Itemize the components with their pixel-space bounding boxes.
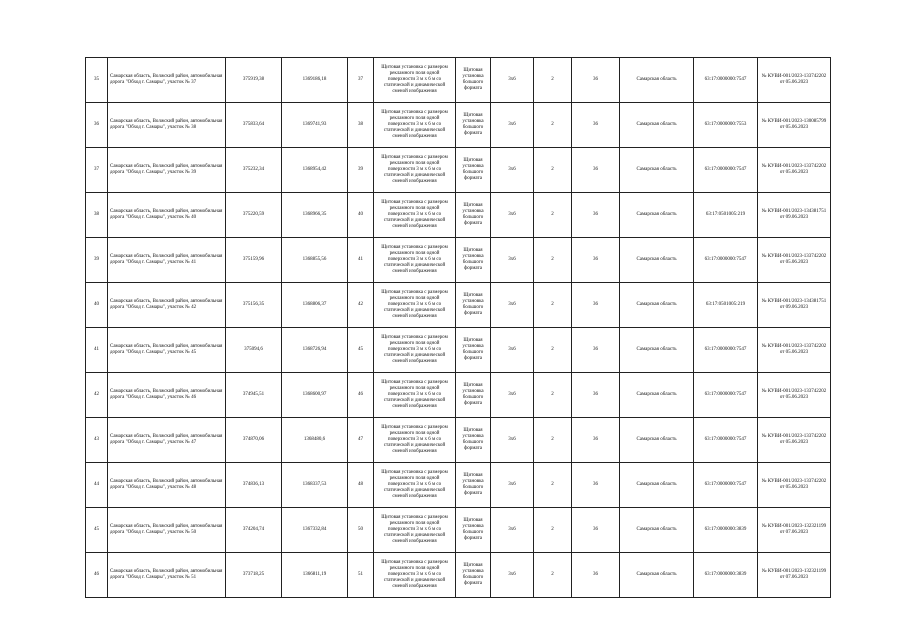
registry-record: № КУВИ-001/2023-133742202 от 05.06.2023 bbox=[758, 148, 831, 193]
description-cell: Щитовая установка с размером рекламного поля одной поверхности 3 м х 6 м со статической и динамической сменой изображения bbox=[374, 103, 456, 148]
owner-cell: Самарская область bbox=[620, 373, 694, 418]
sides-count: 2 bbox=[534, 193, 572, 238]
structure-type: Щитовая установка большого формата bbox=[456, 553, 491, 598]
cadastral-number: 63:17:0000000:7547 bbox=[694, 463, 758, 508]
sides-count: 2 bbox=[534, 553, 572, 598]
field-size: 3х6 bbox=[491, 58, 534, 103]
registry-record: № КУВИ-001/2023-133742202 от 05.06.2023 bbox=[758, 418, 831, 463]
y-coordinate: 1369741,93 bbox=[282, 103, 348, 148]
description-cell: Щитовая установка с размером рекламного поля одной поверхности 3 м х 6 м со статической и динамической сменой изображения bbox=[374, 148, 456, 193]
cadastral-number: 63:17:0501005:219 bbox=[694, 283, 758, 328]
field-size: 3х6 bbox=[491, 553, 534, 598]
sides-count: 2 bbox=[534, 418, 572, 463]
registry-record: № КУВИ-001/2023-132321199 от 07.06.2023 bbox=[758, 508, 831, 553]
field-size: 3х6 bbox=[491, 418, 534, 463]
description-cell: Щитовая установка с размером рекламного поля одной поверхности 3 м х 6 м со статической и динамической сменой изображения bbox=[374, 463, 456, 508]
x-coordinate: 373718,25 bbox=[226, 553, 282, 598]
structure-type: Щитовая установка большого формата bbox=[456, 373, 491, 418]
sides-count: 2 bbox=[534, 463, 572, 508]
structure-type: Щитовая установка большого формата bbox=[456, 328, 491, 373]
area-cell: 36 bbox=[572, 193, 620, 238]
description-cell: Щитовая установка с размером рекламного поля одной поверхности 3 м х 6 м со статической и динамической сменой изображения bbox=[374, 553, 456, 598]
table-row bbox=[86, 193, 831, 238]
area-cell: 36 bbox=[572, 463, 620, 508]
field-size: 3х6 bbox=[491, 508, 534, 553]
field-size: 3х6 bbox=[491, 193, 534, 238]
field-size: 3х6 bbox=[491, 463, 534, 508]
location-number: 42 bbox=[348, 283, 374, 328]
sides-count: 2 bbox=[534, 58, 572, 103]
structure-type: Щитовая установка большого формата bbox=[456, 238, 491, 283]
x-coordinate: 375232,34 bbox=[226, 148, 282, 193]
location-number: 41 bbox=[348, 238, 374, 283]
cadastral-number: 63:17:0000000:7547 bbox=[694, 58, 758, 103]
table-row bbox=[86, 103, 831, 148]
y-coordinate: 1368600,97 bbox=[282, 373, 348, 418]
x-coordinate: 374870,06 bbox=[226, 418, 282, 463]
area-cell: 36 bbox=[572, 418, 620, 463]
x-coordinate: 374204,74 bbox=[226, 508, 282, 553]
field-size: 3х6 bbox=[491, 283, 534, 328]
table-row bbox=[86, 58, 831, 103]
area-cell: 36 bbox=[572, 58, 620, 103]
area-cell: 36 bbox=[572, 508, 620, 553]
description-cell: Щитовая установка с размером рекламного поля одной поверхности 3 м х 6 м со статической и динамической сменой изображения bbox=[374, 418, 456, 463]
sides-count: 2 bbox=[534, 103, 572, 148]
owner-cell: Самарская область bbox=[620, 418, 694, 463]
billboard-table bbox=[85, 57, 831, 598]
structure-type: Щитовая установка большого формата bbox=[456, 103, 491, 148]
structure-type: Щитовая установка большого формата bbox=[456, 148, 491, 193]
owner-cell: Самарская область bbox=[620, 508, 694, 553]
y-coordinate: 1368954,42 bbox=[282, 148, 348, 193]
location-number: 45 bbox=[348, 328, 374, 373]
row-number: 45 bbox=[86, 508, 108, 553]
owner-cell: Самарская область bbox=[620, 238, 694, 283]
cadastral-number: 63:17:0000000:7553 bbox=[694, 103, 758, 148]
y-coordinate: 1368480,6 bbox=[282, 418, 348, 463]
table-row bbox=[86, 238, 831, 283]
registry-record: № КУВИ-001/2023-134381751 от 09.06.2023 bbox=[758, 193, 831, 238]
address-cell: Самарская область, Волжский район, автомобильная дорога "Обход г. Самары", участок № 41 bbox=[108, 238, 226, 283]
cadastral-number: 63:17:0000000:7547 bbox=[694, 373, 758, 418]
row-number: 40 bbox=[86, 283, 108, 328]
x-coordinate: 375156,35 bbox=[226, 283, 282, 328]
description-cell: Щитовая установка с размером рекламного поля одной поверхности 3 м х 6 м со статической и динамической сменой изображения bbox=[374, 238, 456, 283]
cadastral-number: 63:17:0000000:7547 bbox=[694, 418, 758, 463]
description-cell: Щитовая установка с размером рекламного поля одной поверхности 3 м х 6 м со статической и динамической сменой изображения bbox=[374, 373, 456, 418]
address-cell: Самарская область, Волжский район, автомобильная дорога "Обход г. Самары", участок № 50 bbox=[108, 508, 226, 553]
address-cell: Самарская область, Волжский район, автомобильная дорога "Обход г. Самары", участок № 46 bbox=[108, 373, 226, 418]
table-row bbox=[86, 373, 831, 418]
structure-type: Щитовая установка большого формата bbox=[456, 418, 491, 463]
table-row bbox=[86, 283, 831, 328]
cadastral-number: 63:17:0000000:7547 bbox=[694, 148, 758, 193]
address-cell: Самарская область, Волжский район, автомобильная дорога "Обход г. Самары", участок № 51 bbox=[108, 553, 226, 598]
row-number: 42 bbox=[86, 373, 108, 418]
owner-cell: Самарская область bbox=[620, 58, 694, 103]
area-cell: 36 bbox=[572, 373, 620, 418]
table-row bbox=[86, 328, 831, 373]
location-number: 50 bbox=[348, 508, 374, 553]
y-coordinate: 1367332,84 bbox=[282, 508, 348, 553]
registry-record: № КУВИ-001/2023-133742202 от 05.06.2023 bbox=[758, 373, 831, 418]
cadastral-number: 63:17:0501005:219 bbox=[694, 193, 758, 238]
address-cell: Самарская область, Волжский район, автомобильная дорога "Обход г. Самары", участок № 39 bbox=[108, 148, 226, 193]
field-size: 3х6 bbox=[491, 148, 534, 193]
y-coordinate: 1366811,19 bbox=[282, 553, 348, 598]
address-cell: Самарская область, Волжский район, автомобильная дорога "Обход г. Самары", участок № 47 bbox=[108, 418, 226, 463]
row-number: 38 bbox=[86, 193, 108, 238]
table-row bbox=[86, 418, 831, 463]
address-cell: Самарская область, Волжский район, автомобильная дорога "Обход г. Самары", участок № 48 bbox=[108, 463, 226, 508]
row-number: 37 bbox=[86, 148, 108, 193]
owner-cell: Самарская область bbox=[620, 193, 694, 238]
x-coordinate: 375220,59 bbox=[226, 193, 282, 238]
sides-count: 2 bbox=[534, 508, 572, 553]
cadastral-number: 63:17:0000000:3839 bbox=[694, 508, 758, 553]
field-size: 3х6 bbox=[491, 328, 534, 373]
y-coordinate: 1368337,53 bbox=[282, 463, 348, 508]
cadastral-number: 63:17:0000000:3839 bbox=[694, 553, 758, 598]
owner-cell: Самарская область bbox=[620, 148, 694, 193]
owner-cell: Самарская область bbox=[620, 283, 694, 328]
x-coordinate: 375833,64 bbox=[226, 103, 282, 148]
owner-cell: Самарская область bbox=[620, 103, 694, 148]
cadastral-number: 63:17:0000000:7547 bbox=[694, 238, 758, 283]
registry-record: № КУВИ-001/2023-133742202 от 05.06.2023 bbox=[758, 58, 831, 103]
location-number: 37 bbox=[348, 58, 374, 103]
row-number: 46 bbox=[86, 553, 108, 598]
registry-record: № КУВИ-001/2023-132321199 от 07.06.2023 bbox=[758, 553, 831, 598]
row-number: 35 bbox=[86, 58, 108, 103]
y-coordinate: 1368806,37 bbox=[282, 283, 348, 328]
structure-type: Щитовая установка большого формата bbox=[456, 283, 491, 328]
structure-type: Щитовая установка большого формата bbox=[456, 508, 491, 553]
sides-count: 2 bbox=[534, 238, 572, 283]
field-size: 3х6 bbox=[491, 238, 534, 283]
sides-count: 2 bbox=[534, 148, 572, 193]
registry-record: № КУВИ-001/2023-133742202 от 05.06.2023 bbox=[758, 463, 831, 508]
description-cell: Щитовая установка с размером рекламного поля одной поверхности 3 м х 6 м со статической и динамической сменой изображения bbox=[374, 328, 456, 373]
x-coordinate: 375094,6 bbox=[226, 328, 282, 373]
registry-record: № КУВИ-001/2023-133742202 от 05.06.2023 bbox=[758, 238, 831, 283]
owner-cell: Самарская область bbox=[620, 328, 694, 373]
location-number: 46 bbox=[348, 373, 374, 418]
row-number: 41 bbox=[86, 328, 108, 373]
description-cell: Щитовая установка с размером рекламного поля одной поверхности 3 м х 6 м со статической и динамической сменой изображения bbox=[374, 508, 456, 553]
field-size: 3х6 bbox=[491, 373, 534, 418]
table-body bbox=[86, 58, 831, 598]
row-number: 44 bbox=[86, 463, 108, 508]
table-row bbox=[86, 463, 831, 508]
area-cell: 36 bbox=[572, 103, 620, 148]
registry-record: № КУВИ-001/2023-134381751 от 09.06.2023 bbox=[758, 283, 831, 328]
location-number: 39 bbox=[348, 148, 374, 193]
sides-count: 2 bbox=[534, 373, 572, 418]
registry-record: № КУВИ-001/2023-133742202 от 05.06.2023 bbox=[758, 328, 831, 373]
structure-type: Щитовая установка большого формата bbox=[456, 58, 491, 103]
description-cell: Щитовая установка с размером рекламного поля одной поверхности 3 м х 6 м со статической и динамической сменой изображения bbox=[374, 58, 456, 103]
y-coordinate: 1368726,94 bbox=[282, 328, 348, 373]
x-coordinate: 374836,13 bbox=[226, 463, 282, 508]
location-number: 40 bbox=[348, 193, 374, 238]
registry-record: № КУВИ-001/2023-130085799 от 05.06.2023 bbox=[758, 103, 831, 148]
row-number: 39 bbox=[86, 238, 108, 283]
address-cell: Самарская область, Волжский район, автомобильная дорога "Обход г. Самары", участок № 42 bbox=[108, 283, 226, 328]
y-coordinate: 1368966,35 bbox=[282, 193, 348, 238]
area-cell: 36 bbox=[572, 238, 620, 283]
address-cell: Самарская область, Волжский район, автомобильная дорога "Обход г. Самары", участок № 45 bbox=[108, 328, 226, 373]
x-coordinate: 375919,38 bbox=[226, 58, 282, 103]
structure-type: Щитовая установка большого формата bbox=[456, 463, 491, 508]
y-coordinate: 1369186,18 bbox=[282, 58, 348, 103]
x-coordinate: 375159,96 bbox=[226, 238, 282, 283]
table-row bbox=[86, 508, 831, 553]
area-cell: 36 bbox=[572, 553, 620, 598]
row-number: 43 bbox=[86, 418, 108, 463]
address-cell: Самарская область, Волжский район, автомобильная дорога "Обход г. Самары", участок № 40 bbox=[108, 193, 226, 238]
x-coordinate: 374945,51 bbox=[226, 373, 282, 418]
area-cell: 36 bbox=[572, 148, 620, 193]
cadastral-number: 63:17:0000000:7547 bbox=[694, 328, 758, 373]
area-cell: 36 bbox=[572, 283, 620, 328]
description-cell: Щитовая установка с размером рекламного поля одной поверхности 3 м х 6 м со статической и динамической сменой изображения bbox=[374, 283, 456, 328]
location-number: 51 bbox=[348, 553, 374, 598]
sides-count: 2 bbox=[534, 283, 572, 328]
field-size: 3х6 bbox=[491, 103, 534, 148]
address-cell: Самарская область, Волжский район, автомобильная дорога "Обход г. Самары", участок № 38 bbox=[108, 103, 226, 148]
table-row bbox=[86, 148, 831, 193]
owner-cell: Самарская область bbox=[620, 463, 694, 508]
area-cell: 36 bbox=[572, 328, 620, 373]
structure-type: Щитовая установка большого формата bbox=[456, 193, 491, 238]
location-number: 47 bbox=[348, 418, 374, 463]
table-row bbox=[86, 553, 831, 598]
location-number: 38 bbox=[348, 103, 374, 148]
address-cell: Самарская область, Волжский район, автомобильная дорога "Обход г. Самары", участок № 37 bbox=[108, 58, 226, 103]
owner-cell: Самарская область bbox=[620, 553, 694, 598]
location-number: 48 bbox=[348, 463, 374, 508]
sides-count: 2 bbox=[534, 328, 572, 373]
row-number: 36 bbox=[86, 103, 108, 148]
y-coordinate: 1368855,56 bbox=[282, 238, 348, 283]
description-cell: Щитовая установка с размером рекламного поля одной поверхности 3 м х 6 м со статической и динамической сменой изображения bbox=[374, 193, 456, 238]
